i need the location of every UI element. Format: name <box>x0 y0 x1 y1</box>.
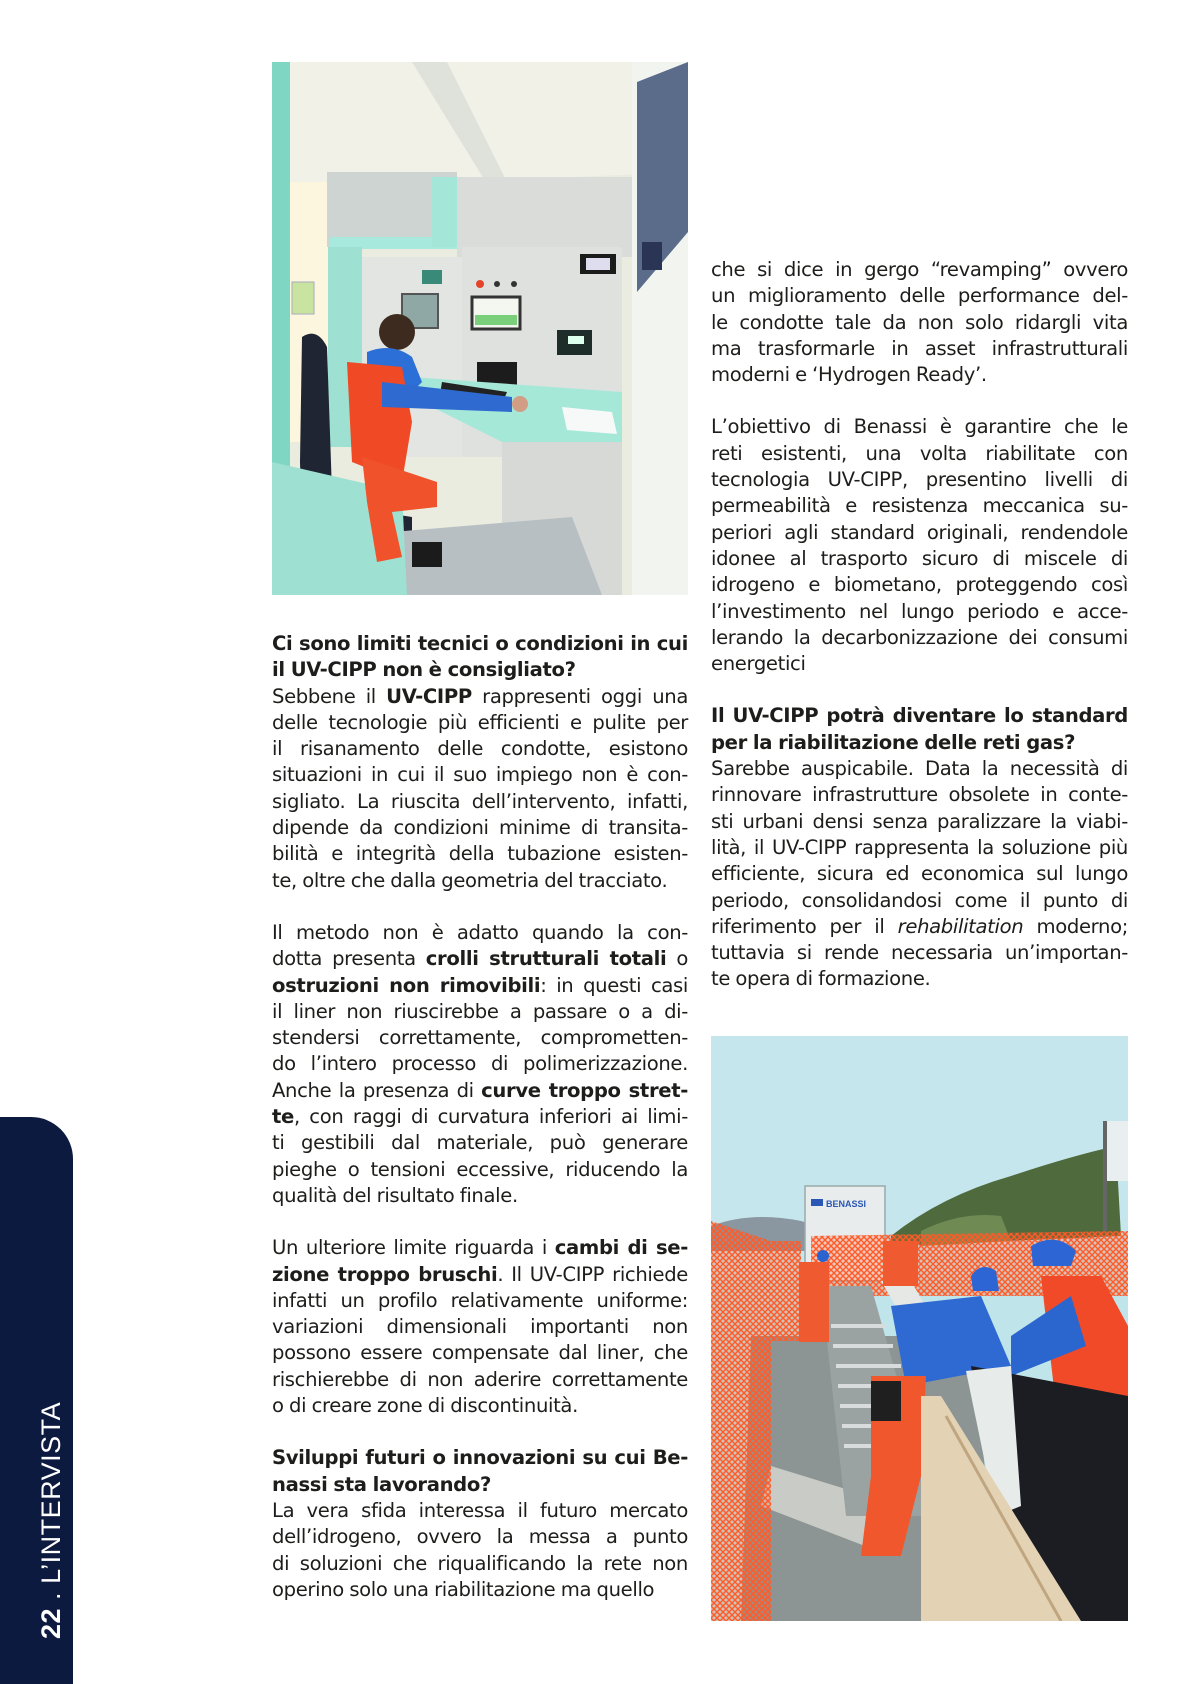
text-segment: moderno; <box>1023 914 1128 938</box>
bold-text: ostruzioni non rimovibili <box>272 973 541 997</box>
text-line <box>272 1340 688 1366</box>
text-segment: riferimento per il <box>711 914 898 938</box>
text-segment: dell’idrogeno, ovvero la messa a punto <box>272 1525 688 1549</box>
text-line <box>711 441 1128 467</box>
text-segment: tuttavia si rende necessaria un’importan- <box>711 941 1128 965</box>
section-side-tab <box>0 1117 73 1684</box>
paragraph-gap <box>711 677 1128 703</box>
text-line <box>711 546 1128 572</box>
text-segment: idrogeno e biometano, proteggendo così <box>711 573 1128 597</box>
text-line <box>711 914 1128 940</box>
text-line <box>272 999 688 1025</box>
text-segment: idonee al trasporto sicuro di miscele di <box>711 546 1128 570</box>
right-text-column <box>711 257 1128 993</box>
construction-site-photo-icon <box>711 1036 1128 1621</box>
question-heading <box>272 631 688 684</box>
text-line <box>272 1393 688 1419</box>
paragraph-gap <box>711 388 1128 414</box>
text-segment: lerando la decarbonizzazione dei consumi <box>711 625 1128 649</box>
body-paragraph <box>711 257 1128 388</box>
text-line <box>272 1288 688 1314</box>
text-line <box>711 362 1128 388</box>
text-segment: o <box>666 947 688 971</box>
text-line <box>711 835 1128 861</box>
left-text-column <box>272 631 688 1603</box>
text-segment: La vera sfida interessa il futuro mercato <box>272 1498 688 1522</box>
text-line <box>272 1524 688 1550</box>
text-line <box>272 1130 688 1156</box>
text-segment: , con raggi di curvatura inferiori ai limi- <box>293 1105 688 1129</box>
text-line <box>272 920 688 946</box>
text-line <box>711 493 1128 519</box>
text-line <box>272 868 688 894</box>
bold-text: crolli strutturali totali <box>425 947 667 971</box>
body-paragraph <box>711 414 1128 677</box>
text-segment: qualità del risultato finale. <box>272 1183 518 1207</box>
text-line <box>272 710 688 736</box>
text-segment: sti urbani densi senza paralizzare la viabi- <box>711 809 1128 833</box>
text-line <box>272 631 688 657</box>
text-line <box>711 625 1128 651</box>
italic-text: rehabilitation <box>897 914 1024 938</box>
text-segment: te opera di formazione. <box>711 967 931 991</box>
text-segment: il liner non riuscirebbe a passare o a di- <box>272 999 688 1023</box>
text-line <box>711 257 1128 283</box>
page-number: 22 <box>36 1607 66 1639</box>
text-line <box>272 815 688 841</box>
text-segment: L’obiettivo di Benassi è garantire che le <box>711 415 1128 439</box>
text-line <box>711 809 1128 835</box>
text-segment: Sviluppi futuri o innovazioni su cui Be- <box>272 1446 688 1470</box>
section-label <box>36 1402 67 1639</box>
photo-control-room <box>272 62 688 595</box>
text-line <box>272 1314 688 1340</box>
text-line <box>272 1262 688 1288</box>
text-segment: do l’intero processo di polimerizzazione. <box>272 1052 688 1076</box>
text-segment: variazioni dimensionali importanti non <box>272 1315 688 1339</box>
truck-lettering: BENASSI <box>826 1199 867 1209</box>
body-paragraph <box>272 1235 688 1419</box>
paragraph-gap <box>272 1209 688 1235</box>
text-line <box>272 1498 688 1524</box>
text-segment: o di creare zone di discontinuità. <box>272 1394 578 1418</box>
text-line <box>272 973 688 999</box>
text-line <box>272 1078 688 1104</box>
text-segment: l’investimento nel lungo periodo e acce- <box>711 599 1128 623</box>
text-line <box>272 1051 688 1077</box>
paragraph-gap <box>272 1419 688 1445</box>
text-segment: delle tecnologie più efficienti e pulite per <box>272 710 688 734</box>
text-segment: rischierebbe di non aderire correttamente <box>272 1367 688 1391</box>
text-segment: periodo, consolidandosi come il punto di <box>711 888 1128 912</box>
text-line <box>711 414 1128 440</box>
text-segment: infatti un profilo relativamente uniforme: <box>272 1288 688 1312</box>
body-paragraph <box>272 684 688 894</box>
text-segment: te, oltre che dalla geometria del tracciato. <box>272 868 668 892</box>
text-segment: che si dice in gergo “revamping” ovvero <box>711 258 1128 281</box>
text-segment: dipende da condizioni minime di transita- <box>272 816 688 840</box>
paragraph-gap <box>272 894 688 920</box>
text-segment: : in questi casi <box>540 973 688 997</box>
text-segment: il UV-CIPP non è consigliato? <box>272 658 576 682</box>
text-segment: reti esistenti, una volta riabilitate con <box>711 441 1128 465</box>
text-line <box>272 1577 688 1603</box>
text-segment: situazioni in cui il suo impiego non è con- <box>272 763 688 787</box>
text-line <box>272 1551 688 1577</box>
bold-text: zione troppo bruschi <box>272 1262 498 1286</box>
text-line <box>711 940 1128 966</box>
control-room-photo-icon <box>272 62 688 595</box>
section-title: L’INTERVISTA <box>36 1401 66 1584</box>
text-segment: rinnovare infrastrutture obsolete in conte- <box>711 783 1128 807</box>
bold-text: UV-CIPP <box>386 684 472 708</box>
text-segment: dotta presenta <box>272 947 426 971</box>
text-line <box>272 1183 688 1209</box>
text-line <box>272 1445 688 1471</box>
text-segment: il risanamento delle condotte, esistono <box>272 737 688 761</box>
text-line <box>711 966 1128 992</box>
text-segment: periori agli standard originali, rendendole <box>711 520 1128 544</box>
body-paragraph <box>272 1498 688 1603</box>
text-segment: rappresenti oggi una <box>471 684 688 708</box>
bold-text: curve troppo stret- <box>481 1078 688 1102</box>
text-line <box>711 651 1128 677</box>
text-line <box>711 730 1128 756</box>
text-line <box>711 467 1128 493</box>
text-segment: sigliato. La riuscita dell’intervento, infatti, <box>272 789 688 813</box>
bold-text: cambi di se- <box>554 1236 689 1260</box>
text-segment: Sebbene il <box>272 684 387 708</box>
text-line <box>272 762 688 788</box>
text-line <box>711 861 1128 887</box>
text-line <box>272 1367 688 1393</box>
text-segment: per la riabilitazione delle reti gas? <box>711 730 1076 754</box>
label-separator: . <box>36 1591 66 1600</box>
body-paragraph <box>272 920 688 1209</box>
text-segment: efficiente, sicura ed economica sul lungo <box>711 862 1128 886</box>
question-heading <box>272 1445 688 1498</box>
text-line <box>711 703 1128 729</box>
text-segment: bilità e integrità della tubazione esisten- <box>272 842 688 866</box>
text-segment: Il UV-CIPP potrà diventare lo standard <box>711 704 1128 728</box>
text-line <box>272 657 688 683</box>
text-segment: moderni e ‘Hydrogen Ready’. <box>711 363 987 387</box>
text-segment: ma trasformarle in asset infrastrutturali <box>711 336 1128 360</box>
text-segment: nassi sta lavorando? <box>272 1472 491 1496</box>
text-line <box>711 599 1128 625</box>
text-line <box>272 1235 688 1261</box>
text-segment: stendersi correttamente, comprometten- <box>272 1026 688 1050</box>
text-line <box>711 572 1128 598</box>
text-line <box>711 520 1128 546</box>
text-line <box>272 946 688 972</box>
photo-construction-site <box>711 1036 1128 1621</box>
text-line <box>711 310 1128 336</box>
text-segment: Il metodo non è adatto quando la con- <box>272 920 688 944</box>
text-line <box>711 336 1128 362</box>
text-segment: operino solo una riabilitazione ma quello <box>272 1577 655 1601</box>
text-line <box>711 756 1128 782</box>
text-segment: ti gestibili dal materiale, può generare <box>272 1131 688 1155</box>
text-segment: di soluzioni che riqualificando la rete non <box>272 1551 688 1575</box>
text-segment: Sarebbe auspicabile. Data la necessità di <box>711 757 1128 781</box>
text-segment: Anche la presenza di <box>272 1078 482 1102</box>
text-segment: possono essere compensate dal liner, che <box>272 1341 688 1365</box>
text-segment: lità, il UV-CIPP rappresenta la soluzione più <box>711 835 1128 859</box>
text-line <box>272 1157 688 1183</box>
text-line <box>272 1025 688 1051</box>
text-line <box>711 782 1128 808</box>
text-segment: un miglioramento delle performance del- <box>711 284 1128 308</box>
text-segment: Ci sono limiti tecnici o condizioni in cui <box>272 632 688 655</box>
text-segment: Un ulteriore limite riguarda i <box>272 1236 555 1260</box>
text-segment: pieghe o tensioni eccessive, riducendo la <box>272 1157 688 1181</box>
text-line <box>711 888 1128 914</box>
text-line <box>272 841 688 867</box>
text-segment: energetici <box>711 652 806 676</box>
text-segment: le condotte tale da non solo ridargli vita <box>711 310 1128 334</box>
text-line <box>272 736 688 762</box>
text-segment: . Il UV-CIPP richiede <box>497 1262 688 1286</box>
text-line <box>272 684 688 710</box>
text-line <box>711 283 1128 309</box>
body-paragraph <box>711 756 1128 993</box>
question-heading <box>711 703 1128 756</box>
text-line <box>272 789 688 815</box>
text-segment: permeabilità e resistenza meccanica su- <box>711 494 1128 518</box>
text-line <box>272 1104 688 1130</box>
text-line <box>272 1472 688 1498</box>
text-segment: tecnologia UV-CIPP, presentino livelli di <box>711 468 1128 492</box>
bold-text: te <box>272 1105 294 1129</box>
